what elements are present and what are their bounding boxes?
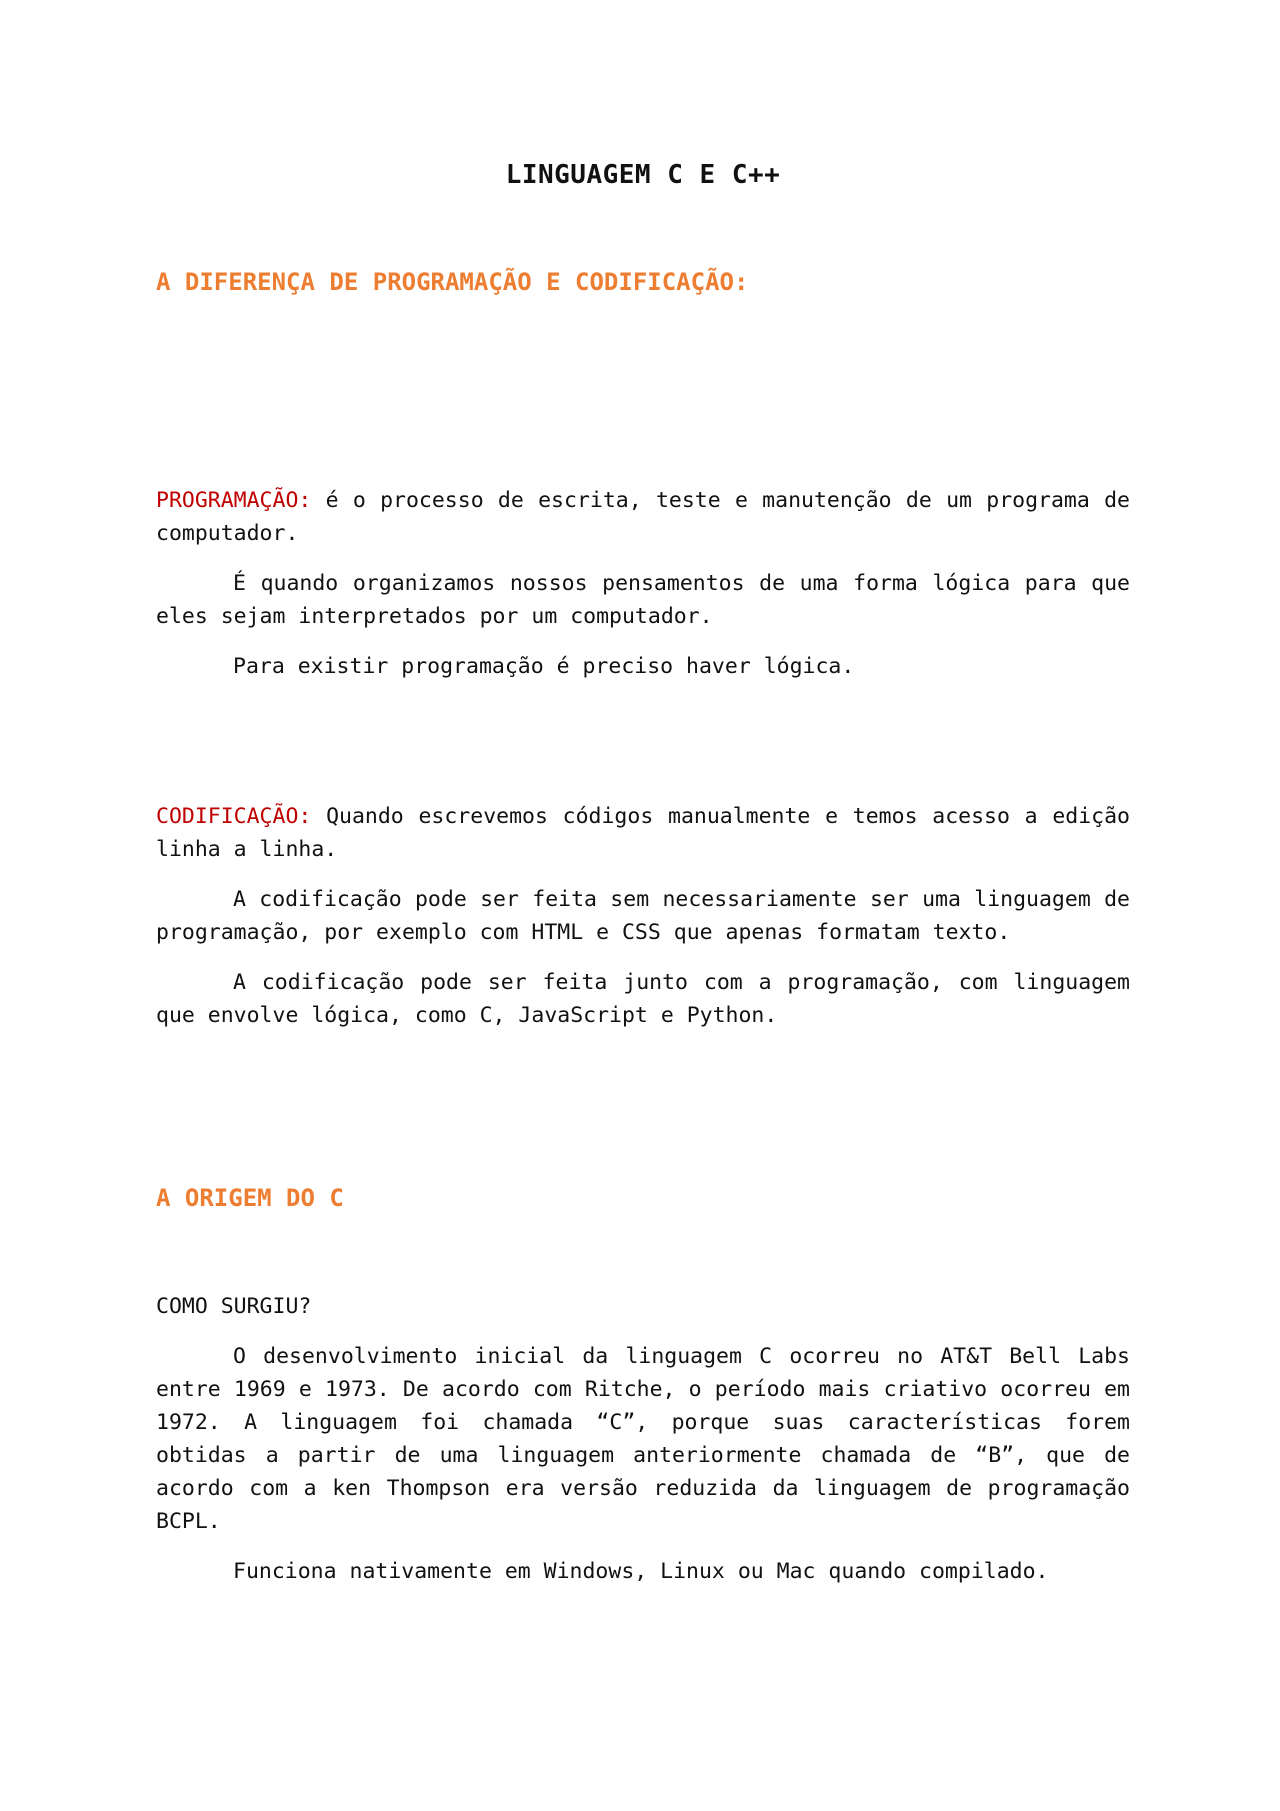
codificacao-paragraph-2: A codificação pode ser feita sem necessariamente ser uma linguagem de programação, por exemplo com HTML e CSS que apenas formatam texto.: [156, 887, 1130, 945]
programacao-term: PROGRAMAÇÃO:: [156, 488, 312, 513]
programacao-definition-text: é o processo de escrita, teste e manutenção de um programa de computador.: [156, 488, 1130, 546]
origem-block: [156, 1290, 1130, 1605]
programacao-block: [156, 484, 1130, 700]
section-heading-diferenca: A DIFERENÇA DE PROGRAMAÇÃO E CODIFICAÇÃO:: [156, 268, 749, 296]
section-heading-origem: A ORIGEM DO C: [156, 1184, 344, 1212]
origem-paragraph-1: O desenvolvimento inicial da linguagem C ocorreu no AT&T Bell Labs entre 1969 e 1973. De acordo com Ritche, o período mais criativo ocorreu em 1972. A linguagem foi chamada “C”, porque suas características forem obtidas a partir de uma linguagem anteriormente chamada de “B”, que de acordo com a ken Thompson era versão reduzida da linguagem de programação BCPL.: [156, 1344, 1130, 1534]
codificacao-block: [156, 800, 1130, 1049]
document-title: LINGUAGEM C E C++: [505, 160, 781, 190]
codificacao-definition-text: Quando escrevemos códigos manualmente e temos acesso a edição linha a linha.: [156, 804, 1130, 862]
programacao-paragraph-2: É quando organizamos nossos pensamentos de uma forma lógica para que eles sejam interpretados por um computador.: [156, 571, 1130, 629]
origem-paragraph-2: Funciona nativamente em Windows, Linux ou Mac quando compilado.: [233, 1559, 1049, 1584]
codificacao-definition: [156, 800, 1130, 866]
programacao-paragraph-3: Para existir programação é preciso haver lógica.: [233, 654, 855, 679]
origem-subheading: COMO SURGIU?: [156, 1294, 312, 1319]
codificacao-term: CODIFICAÇÃO:: [156, 804, 312, 829]
codificacao-paragraph-3: A codificação pode ser feita junto com a programação, com linguagem que envolve lógica, como C, JavaScript e Python.: [156, 970, 1130, 1028]
programacao-definition: [156, 484, 1130, 550]
